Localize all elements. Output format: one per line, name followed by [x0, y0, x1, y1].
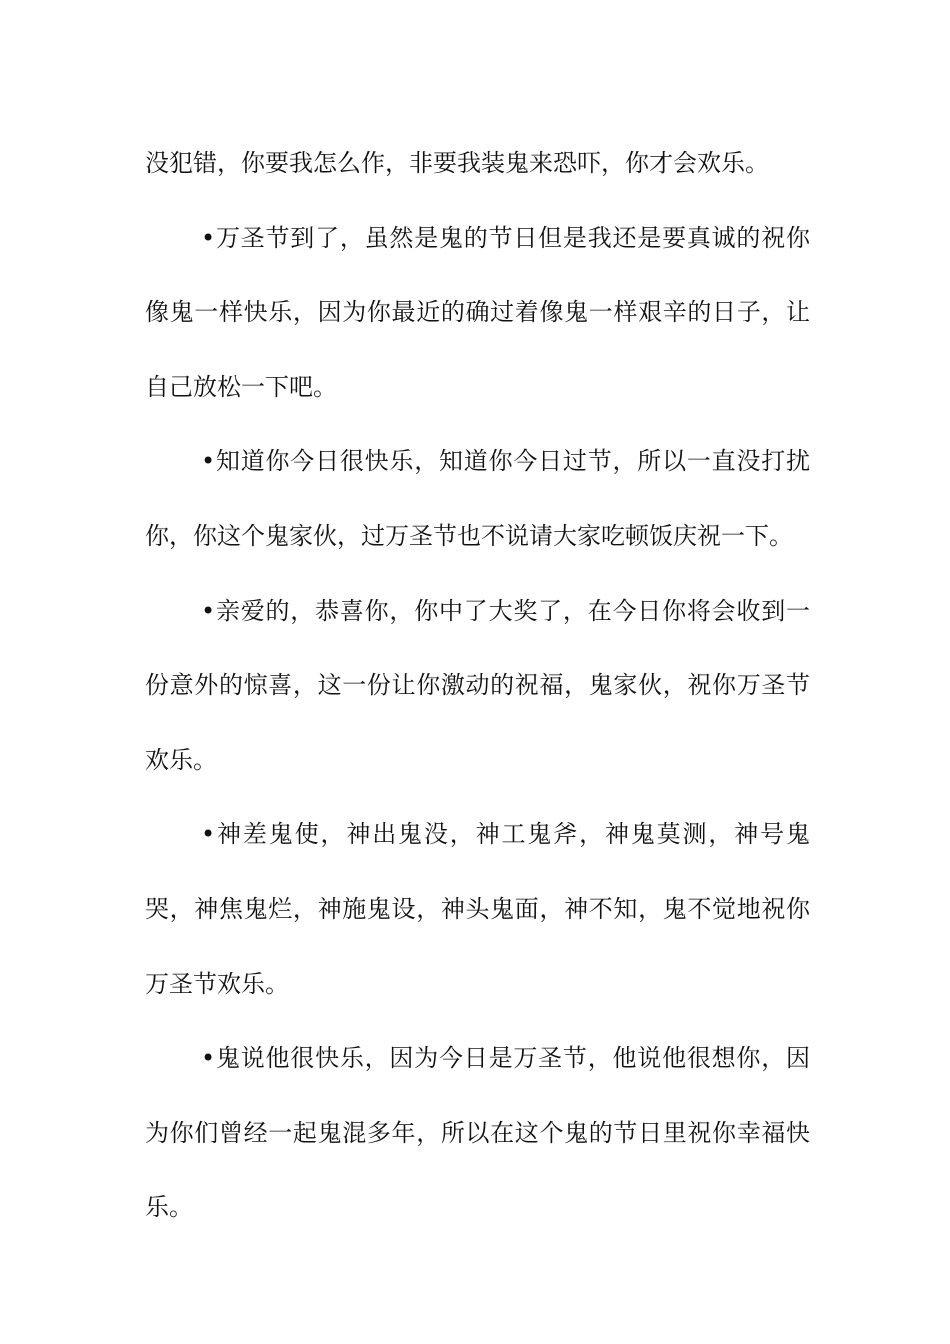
paragraph-bullet-1: •万圣节到了，虽然是鬼的节日但是我还是要真诚的祝你像鬼一样快乐，因为你最近的确过着像鬼一样艰辛的日子，让自己放松一下吧。 [145, 223, 810, 401]
paragraph-continuation: 没犯错，你要我怎么作，非要我装鬼来恐吓，你才会欢乐。 [145, 149, 769, 177]
document-body [145, 126, 810, 1245]
paragraph-bullet-4: •神差鬼使，神出鬼没，神工鬼斧，神鬼莫测，神号鬼哭，神焦鬼烂，神施鬼设，神头鬼面，神不知，鬼不觉地祝你万圣节欢乐。 [145, 820, 810, 998]
paragraph-bullet-5: •鬼说他很快乐，因为今日是万圣节，他说他很想你，因为你们曾经一起鬼混多年，所以在这个鬼的节日里祝你幸福快乐。 [145, 1044, 810, 1222]
paragraph-bullet-2: •知道你今日很快乐，知道你今日过节，所以一直没打扰你，你这个鬼家伙，过万圣节也不说请大家吃顿饭庆祝一下。 [145, 447, 810, 550]
paragraph-bullet-3: •亲爱的，恭喜你，你中了大奖了，在今日你将会收到一份意外的惊喜，这一份让你激动的祝福，鬼家伙，祝你万圣节欢乐。 [145, 596, 810, 774]
